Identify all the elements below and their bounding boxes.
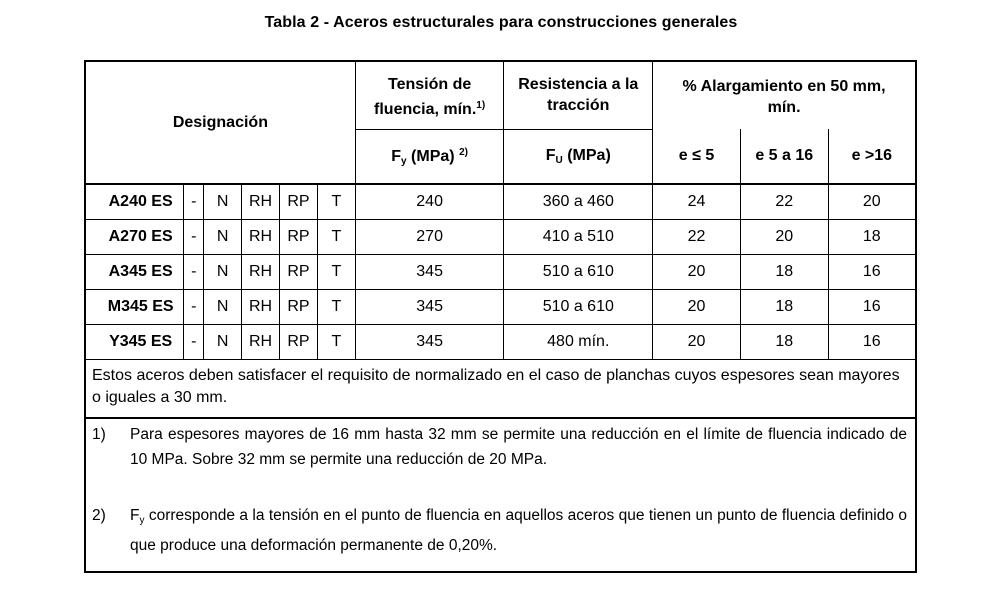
row-designation: M345 ES [86, 289, 184, 324]
row-a2: 20 [740, 219, 828, 254]
note-row [86, 359, 915, 416]
row-fu: 510 a 610 [504, 289, 653, 324]
row-n: N [204, 219, 242, 254]
row-a2: 18 [740, 254, 828, 289]
footnotes [92, 422, 907, 558]
row-a2: 22 [740, 184, 828, 219]
row-n: N [204, 289, 242, 324]
row-rp: RP [280, 254, 318, 289]
header-fy: $F_y$ (MPa) $^{2)}$ [355, 129, 504, 184]
header-divider [86, 183, 915, 185]
row-rp: RP [280, 184, 318, 219]
footnote-2 [92, 503, 907, 558]
footnote-1-text: Para espesores mayores de 16 mm hasta 32 mm se permite una reducción en el límite de fluencia indicado de 10 MPa. Sobre 32 mm se permite una reducción de 20 MPa. [130, 426, 907, 468]
row-a2: 18 [740, 289, 828, 324]
header-e1: e ≤ 5 [653, 129, 741, 184]
row-rh: RH [242, 289, 280, 324]
row-a2: 18 [740, 324, 828, 359]
row-fy: 270 [355, 219, 504, 254]
row-rh: RH [242, 219, 280, 254]
row-designation: A240 ES [86, 184, 184, 219]
row-dash: - [184, 184, 204, 219]
row-t: T [317, 324, 355, 359]
table-note: Estos aceros deben satisfacer el requisito de normalizado en el caso de planchas cuyos espesores sean mayores o iguales a 30 mm. [86, 359, 915, 416]
table-row [86, 219, 915, 254]
row-t: T [317, 184, 355, 219]
footnote-1-number: 1) [92, 426, 106, 443]
row-a1: 20 [653, 324, 741, 359]
row-fy: 345 [355, 254, 504, 289]
row-a3: 16 [828, 324, 915, 359]
row-t: T [317, 219, 355, 254]
table-row [86, 254, 915, 289]
table-caption: Tabla 2 - Aceros estructurales para construcciones generales [264, 14, 738, 31]
header-e3: e >16 [828, 129, 915, 184]
table-row [86, 289, 915, 324]
footnote-divider [86, 417, 915, 419]
row-rh: RH [242, 324, 280, 359]
row-dash: - [184, 324, 204, 359]
footnote-2-text: $F_y$ corresponde a la tensión en el punto de fluencia en aquellos aceros que tienen un punto de fluencia definido o que produce una deformación permanente de 0,20%. [130, 507, 907, 554]
row-fy: 345 [355, 324, 504, 359]
table-row [86, 184, 915, 219]
header-row [86, 62, 915, 129]
row-rp: RP [280, 219, 318, 254]
row-a1: 20 [653, 254, 741, 289]
row-rh: RH [242, 184, 280, 219]
row-fu: 360 a 460 [504, 184, 653, 219]
row-designation: A345 ES [86, 254, 184, 289]
row-rh: RH [242, 254, 280, 289]
row-a3: 16 [828, 254, 915, 289]
header-e2: e 5 a 16 [740, 129, 828, 184]
row-a3: 16 [828, 289, 915, 324]
row-dash: - [184, 219, 204, 254]
row-dash: - [184, 289, 204, 324]
row-fu: 510 a 610 [504, 254, 653, 289]
row-n: N [204, 254, 242, 289]
row-a1: 22 [653, 219, 741, 254]
row-a3: 20 [828, 184, 915, 219]
row-rp: RP [280, 289, 318, 324]
footnote-1 [92, 422, 907, 472]
steel-table [86, 62, 915, 416]
row-designation: A270 ES [86, 219, 184, 254]
row-fy: 345 [355, 289, 504, 324]
header-tension: Tensión de fluencia, mín.$^{1)}$ [355, 62, 504, 129]
footnote-2-number: 2) [92, 507, 106, 524]
row-fy: 240 [355, 184, 504, 219]
row-a1: 20 [653, 289, 741, 324]
header-designacion: Designación [86, 62, 355, 184]
table-frame [84, 60, 917, 573]
header-resistencia: Resistencia a la tracción [504, 62, 653, 129]
row-n: N [204, 324, 242, 359]
header-alargamiento: % Alargamiento en 50 mm, mín. [653, 62, 915, 129]
row-rp: RP [280, 324, 318, 359]
row-t: T [317, 254, 355, 289]
row-t: T [317, 289, 355, 324]
row-designation: Y345 ES [86, 324, 184, 359]
row-fu: 480 mín. [504, 324, 653, 359]
header-fu: $F_U$ (MPa) [504, 129, 653, 184]
table-row [86, 324, 915, 359]
row-a1: 24 [653, 184, 741, 219]
row-dash: - [184, 254, 204, 289]
row-a3: 18 [828, 219, 915, 254]
row-fu: 410 a 510 [504, 219, 653, 254]
row-n: N [204, 184, 242, 219]
